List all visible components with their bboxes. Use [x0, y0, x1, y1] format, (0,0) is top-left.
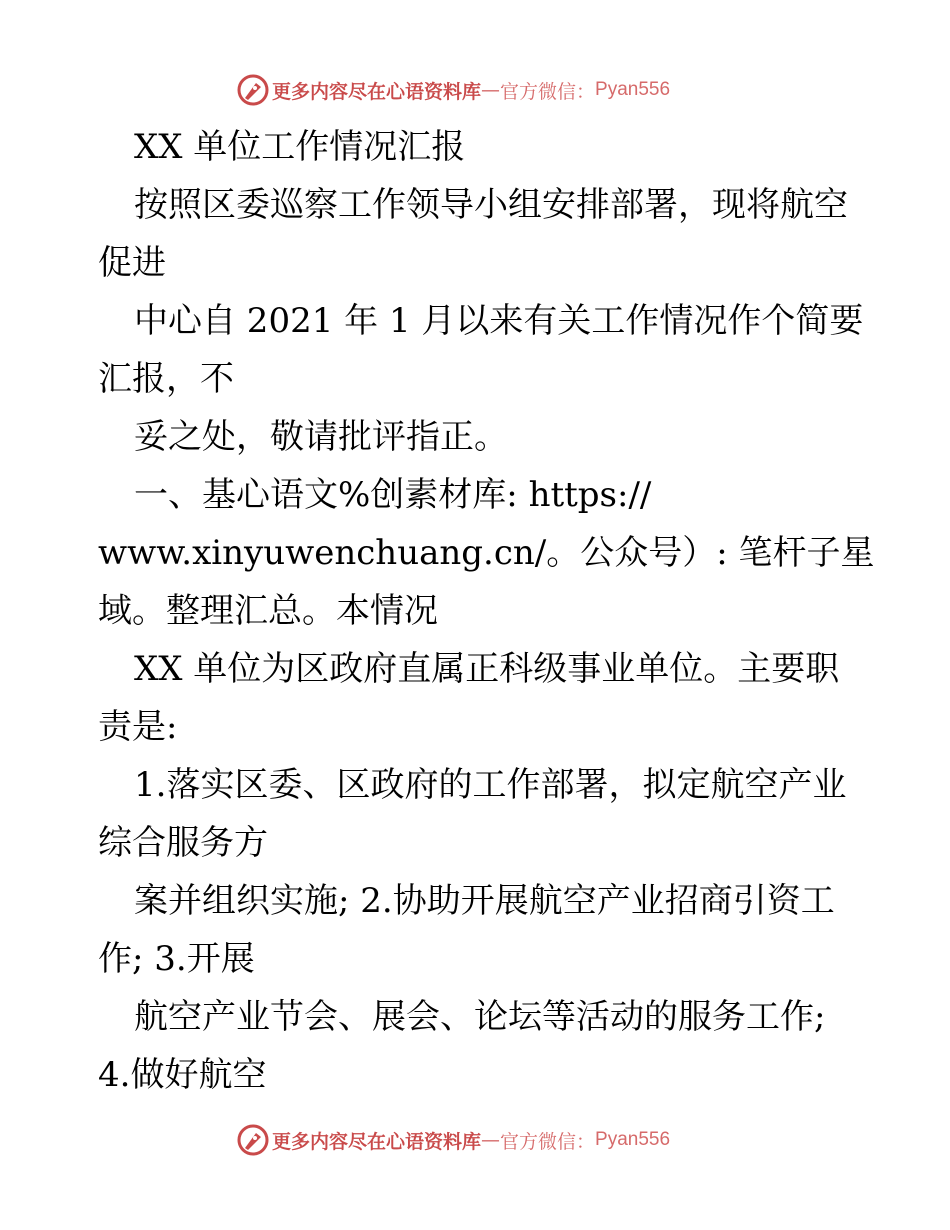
paragraph-line: 综合服务方 — [98, 823, 268, 863]
banner-main-text: 更多内容尽在心语资料库 — [272, 1130, 482, 1153]
pen-nib-logo-icon — [236, 73, 270, 107]
paragraph-line: 域。整理汇总。本情况 — [98, 591, 438, 631]
paragraph-line: 责是: — [98, 707, 178, 747]
header-banner — [236, 73, 670, 107]
document-title: XX 单位工作情况汇报 — [134, 127, 466, 167]
paragraph-line: 1.落实区委、区政府的工作部署，拟定航空产业 — [134, 765, 847, 805]
section-heading-line: 一、基心语文%创素材库: https:// — [134, 475, 652, 515]
paragraph-line: 4.做好航空 — [98, 1055, 267, 1095]
paragraph-line: 中心自 2021 年 1 月以来有关工作情况作个简要 — [134, 301, 864, 341]
paragraph-line: XX 单位为区政府直属正科级事业单位。主要职 — [134, 649, 840, 689]
banner-main-text: 更多内容尽在心语资料库 — [272, 80, 482, 103]
banner-wechat-label: 官方微信： — [500, 80, 596, 103]
paragraph-line: 案并组织实施; 2.协助开展航空产业招商引资工 — [134, 881, 835, 921]
paragraph-line: 按照区委巡察工作领导小组安排部署，现将航空 — [134, 185, 848, 225]
footer-banner — [236, 1123, 670, 1157]
banner-wechat-id: Pyan556 — [595, 79, 671, 100]
paragraph-line: 促进 — [98, 243, 166, 283]
pen-nib-logo-icon — [236, 1123, 270, 1157]
banner-separator: — — [481, 1129, 501, 1151]
paragraph-line: 妥之处，敬请批评指正。 — [134, 417, 508, 457]
banner-wechat-id: Pyan556 — [595, 1129, 671, 1150]
paragraph-line: 作; 3.开展 — [98, 939, 255, 979]
banner-wechat-label: 官方微信： — [500, 1130, 596, 1153]
paragraph-line: www.xinyuwenchuang.cn/。公众号）: 笔杆子星 — [98, 533, 875, 573]
paragraph-line: 汇报，不 — [98, 359, 234, 399]
paragraph-line: 航空产业节会、展会、论坛等活动的服务工作; — [134, 997, 826, 1037]
banner-separator: — — [481, 79, 501, 101]
